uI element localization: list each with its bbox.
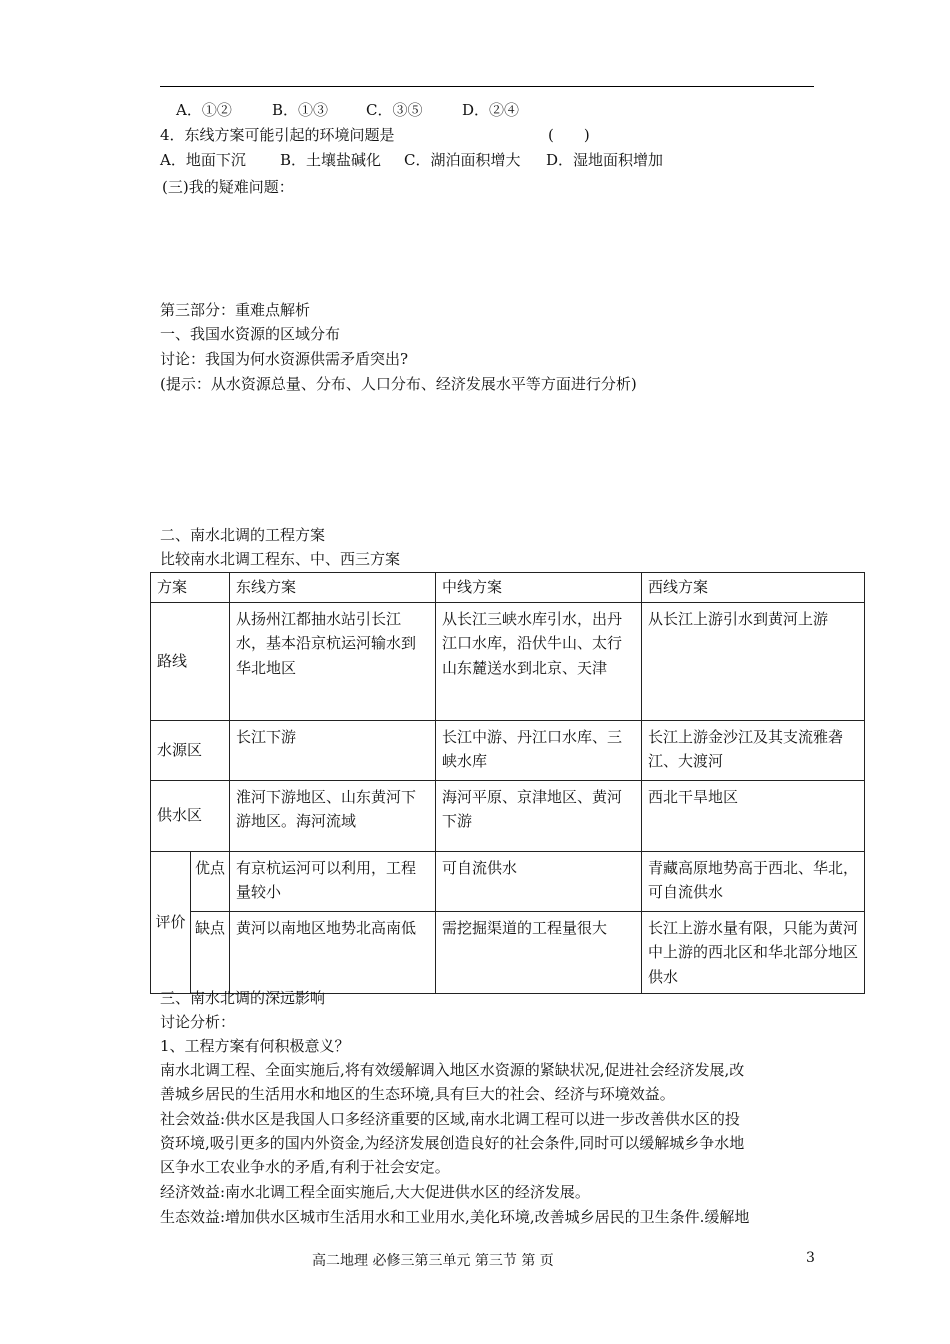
cons-east: 黄河以南地区地势北高南低 [230,911,436,994]
supply-west: 西北干旱地区 [642,780,865,851]
row-label-cons: 缺点 [191,911,230,994]
cons-middle: 需挖掘渠道的工程量很大 [436,911,642,994]
pros-east: 有京杭运河可以利用，工程量较小 [230,851,436,911]
table-row-cons [151,911,865,994]
section1-hint: (提示：从水资源总量、分布、人口分布、经济发展水平等方面进行分析) [160,375,637,393]
q4-stem: 4．东线方案可能引起的环境问题是 [160,126,395,144]
row-label-supply: 供水区 [151,780,230,851]
paragraph-line: 生态效益:增加供水区城市生活用水和工业用水,美化环境,改善城乡居民的卫生条件.缓解地 [160,1208,750,1226]
paragraph-line: 社会效益:供水区是我国人口多经济重要的区域,南水北调工程可以进一步改善供水区的投 [160,1110,740,1128]
route-middle: 从长江三峡水库引水，出丹江口水库，沿伏牛山、太行山东麓送水到北京、天津 [436,602,642,720]
section1-title: 一、我国水资源的区域分布 [160,325,341,343]
q4-option-d: D．湿地面积增加 [546,151,664,169]
header-rule [160,86,814,87]
source-middle: 长江中游、丹江口水库、三峡水库 [436,720,642,780]
supply-middle: 海河平原、京津地区、黄河下游 [436,780,642,851]
row-label-route: 路线 [151,602,230,720]
row-label-evaluation: 评价 [151,851,191,994]
header-plan: 方案 [151,573,230,603]
pros-west: 青藏高原地势高于西北、华北，可自流供水 [642,851,865,911]
header-east: 东线方案 [230,573,436,603]
table-row-pros [151,851,865,911]
table-row-source [151,720,865,780]
paragraph-line: 善城乡居民的生活用水和地区的生态环境,具有巨大的社会、经济与环境效益。 [160,1085,675,1103]
footer-text: 高二地理 必修三第三单元 第三节 第 页 [312,1253,554,1269]
section2-title: 二、南水北调的工程方案 [160,526,326,544]
page-number: 3 [806,1250,815,1266]
source-west: 长江上游金沙江及其支流雅砻江、大渡河 [642,720,865,780]
route-east: 从扬州江都抽水站引长江水，基本沿京杭运河输水到华北地区 [230,602,436,720]
cons-west: 长江上游水量有限，只能为黄河中上游的西北区和华北部分地区供水 [642,911,865,994]
q4-option-c: C．湖泊面积增大 [404,151,521,169]
paragraph-line: 经济效益:南水北调工程全面实施后,大大促进供水区的经济发展。 [160,1183,590,1201]
section3-question1: 1、工程方案有何积极意义？ [160,1037,350,1055]
paragraph-line: 资环境,吸引更多的国内外资金,为经济发展创造良好的社会条件,同时可以缓解城乡争水地 [160,1134,745,1152]
q3-option-c: C．③⑤ [366,101,423,119]
section2-compare: 比较南水北调工程东、中、西三方案 [160,550,401,568]
section1-discussion: 讨论：我国为何水资源供需矛盾突出? [160,350,409,368]
row-label-pros: 优点 [191,851,230,911]
q4-option-b: B．土壤盐碱化 [280,151,382,169]
paragraph-line: 南水北调工程、全面实施后,将有效缓解调入地区水资源的紧缺状况,促进社会经济发展,改 [160,1061,745,1079]
table-header-row [151,573,865,603]
paragraph-line: 区争水工农业争水的矛盾,有利于社会安定。 [160,1158,450,1176]
table-row-supply [151,780,865,851]
section3-title: 三、南水北调的深远影响 [160,989,326,1007]
q4-answer-paren: ( ) [548,126,590,144]
header-middle: 中线方案 [436,573,642,603]
q3-option-a: A．①② [176,101,232,119]
q4-option-a: A．地面下沉 [160,151,246,169]
route-west: 从长江上游引水到黄河上游 [642,602,865,720]
comparison-table [150,572,865,994]
part3-title: 第三部分：重难点解析 [160,301,311,319]
my-questions-heading: (三)我的疑难问题： [162,178,294,196]
header-west: 西线方案 [642,573,865,603]
table-row-route [151,602,865,720]
section3-discussion: 讨论分析： [160,1013,236,1031]
supply-east: 淮河下游地区、山东黄河下游地区。海河流域 [230,780,436,851]
q3-option-d: D．②④ [462,101,520,119]
row-label-source: 水源区 [151,720,230,780]
pros-middle: 可自流供水 [436,851,642,911]
source-east: 长江下游 [230,720,436,780]
q3-option-b: B．①③ [272,101,329,119]
